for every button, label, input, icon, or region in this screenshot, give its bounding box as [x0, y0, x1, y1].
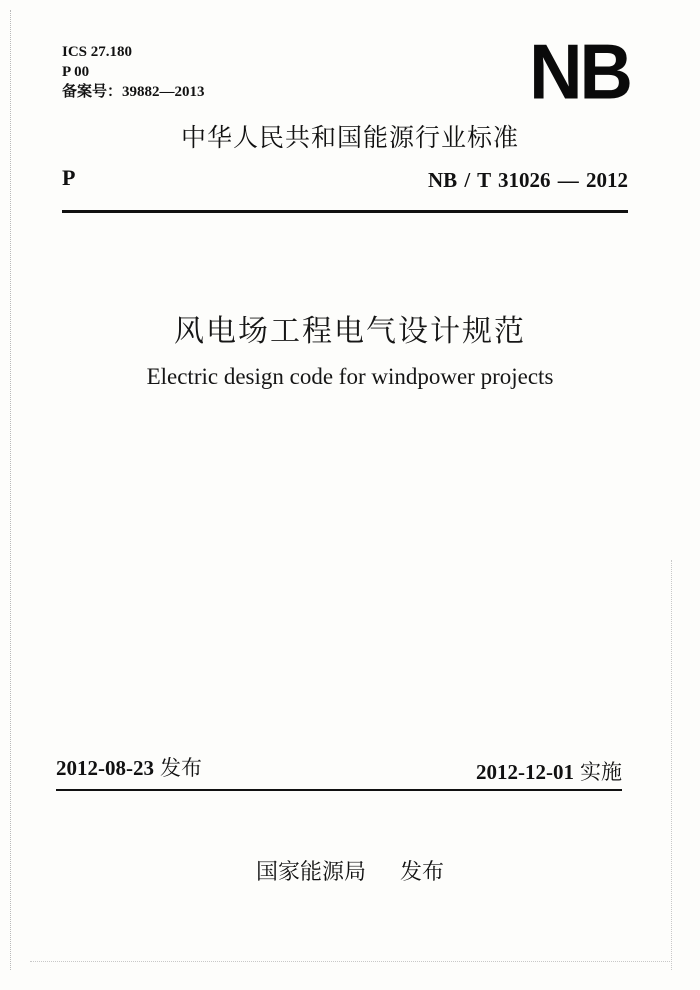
issue-date-block — [56, 752, 202, 782]
implement-label: 实施 — [580, 760, 622, 784]
issue-label: 发布 — [160, 756, 202, 780]
scan-edge-left — [10, 10, 11, 970]
document-title-cn: 风电场工程电气设计规范 — [174, 314, 526, 349]
publisher-name: 国家能源局 — [255, 860, 366, 885]
category-code: P 00 — [62, 64, 90, 80]
standard-number: NB / T 31026 — 2012 — [427, 168, 628, 192]
bottom-divider — [56, 789, 622, 791]
national-standard-title: 中华人民共和国能源行业标准 — [180, 123, 519, 152]
publisher-label: 发布 — [400, 860, 445, 885]
scan-edge-right — [671, 560, 672, 970]
classification-block — [62, 42, 205, 102]
issue-date: 2012-08-23 — [56, 756, 154, 780]
implement-date: 2012-12-01 — [476, 760, 574, 784]
publisher-block — [0, 855, 700, 886]
ics-code: ICS 27.180 — [62, 44, 133, 60]
document-title-en: Electric design code for windpower projects — [146, 364, 554, 389]
top-divider — [62, 210, 628, 213]
nb-logo: NB — [529, 27, 630, 116]
standard-category: P — [62, 165, 76, 190]
filing-number: 备案号：39882—2013 — [62, 84, 205, 100]
implement-date-block — [476, 756, 622, 786]
scan-edge-bottom — [30, 961, 672, 962]
